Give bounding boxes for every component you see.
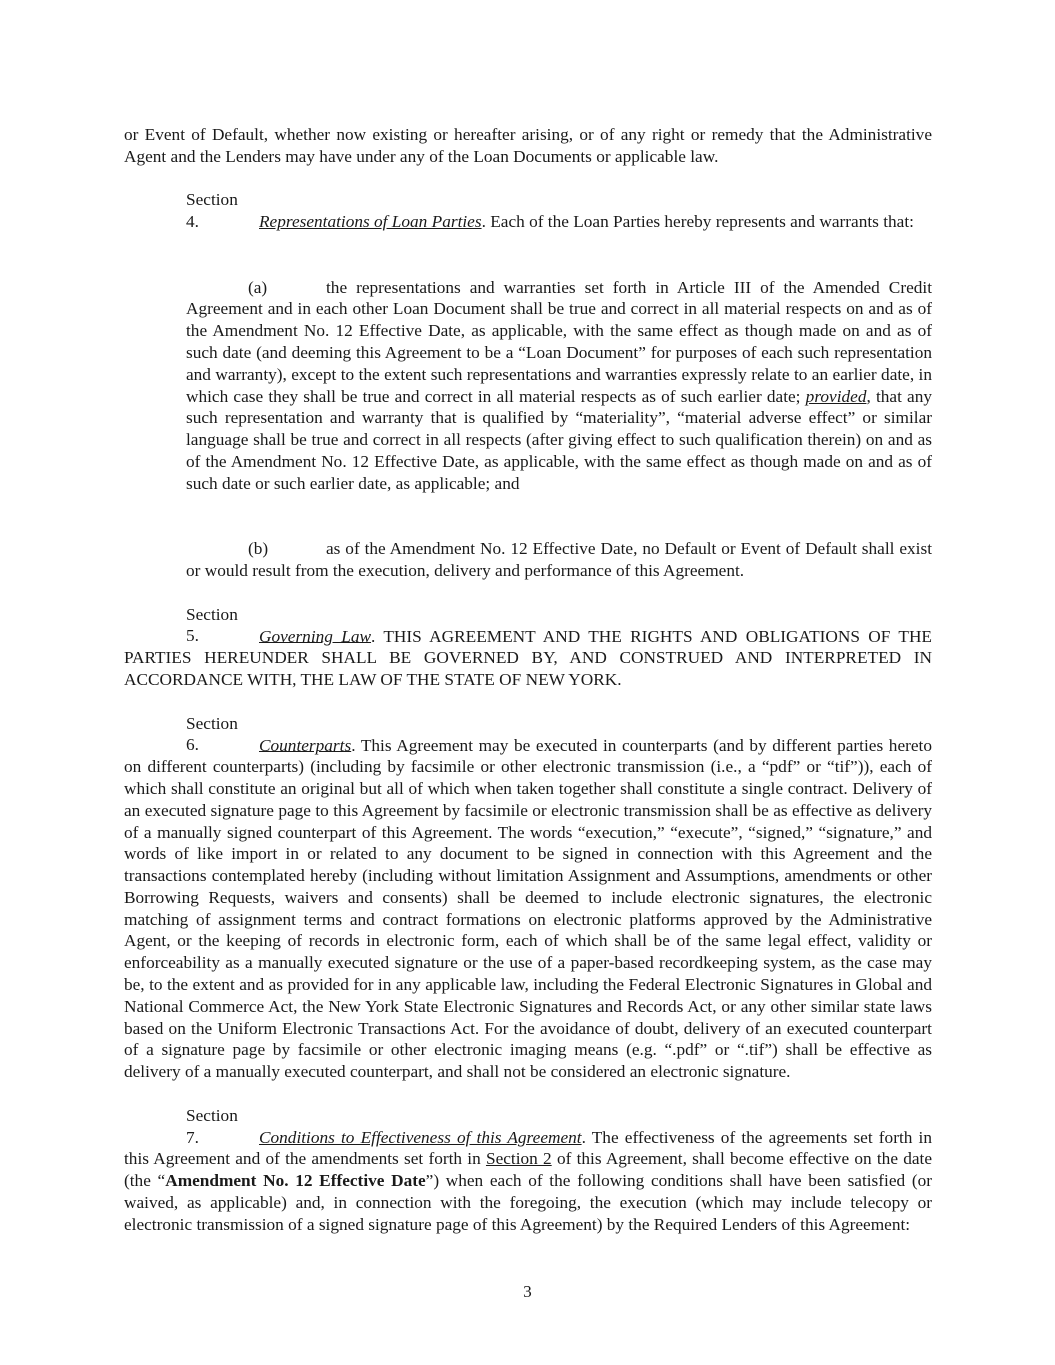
section-4-intro: Each of the Loan Parties hereby represents and warrants that: <box>490 212 914 232</box>
section-7-label: Section 7. <box>186 1105 238 1147</box>
carryover-paragraph: or Event of Default, whether now existing or hereafter arising, or of any right or remedy that the Administrative Agent and the Lenders may have under any of the Loan Documents or applicable law. <box>124 125 932 166</box>
section-5-title: Governing Law <box>259 626 372 646</box>
section-6-body: This Agreement may be executed in counterparts (and by different parties hereto on different counterparts) (including by facsimile or other electronic transmission (i.e., a “pdf” or “tif”)), each of which shall constitute an original but all of which when taken together shall constitute a single contract. Delivery of an executed signature page to this Agreement by facsimile or electronic transmission shall be as effective as delivery of a manually signed counterpart of this Agreement. The words “execution,” “execute”, “signed,” “signature,” and words of like import in or related to any document to be signed in connection with this Agreement and the transactions contemplated hereby (including without limitation Assignment and Assumptions, amendments or other Borrowing Requests, waivers and consents) shall be deemed to include electronic signatures, the electronic matching of assignment terms and contract formations on electronic platforms approved by the Administrative Agent, or the keeping of records in electronic form, each of which shall be of the same legal effect, validity or enforceability as a manually executed signature or the use of a paper-based recordkeeping system, as the case may be, to the extent and as provided for in any applicable law, including the Federal Electronic Signatures in Global and National Commerce Act, the New York State Electronic Signatures and Records Act, or any other similar state laws based on the Uniform Electronic Transactions Act. For the avoidance of doubt, delivery of an executed counterpart of a signature page by facsimile or other electronic imaging means (e.g. “.pdf” or “.tif”) shall be effective as delivery of a manually executed counterpart, and shall not be considered an electronic signature. <box>124 735 932 1082</box>
defined-term: Amendment No. 12 Effective Date <box>165 1171 426 1191</box>
section-6-paragraph: Section 6. Counterparts. This Agreement may be executed in counterparts (and by different parties hereto on different counterparts) (including by facsimile or other electronic transmission (i.e., a “pdf” or “tif”)), each of which shall constitute an original but all of which when taken together shall constitute a single contract. Delivery of an executed signature page to this Agreement by facsimile or electronic transmission shall be as effective as delivery of a manually signed counterpart of this Agreement. The words “execution,” “execute”, “signed,” “signature,” and words of like import in or related to any document to be signed in connection with this Agreement and the transactions contemplated hereby (including without limitation Assignment and Assumptions, amendments or other Borrowing Requests, waivers and consents) shall be deemed to include electronic signatures, the electronic matching of assignment terms and contract formations on electronic platforms approved by the Administrative Agent, or the keeping of records in electronic form, each of which shall be of the same legal effect, validity or enforceability as a manually executed signature or the use of a paper-based recordkeeping system, as the case may be, to the extent and as provided for in any applicable law, including the Federal Electronic Signatures in Global and National Commerce Act, the New York State Electronic Signatures and Records Act, or any other similar state laws based on the Uniform Electronic Transactions Act. For the avoidance of doubt, delivery of an executed counterpart of a signature page by facsimile or other electronic imaging means (e.g. “.pdf” or “.tif”) shall be effective as delivery of a manually executed counterpart, and shall not be considered an electronic signature. <box>124 713 932 1082</box>
clause-a-paragraph <box>186 277 932 495</box>
clause-b-text: as of the Amendment No. 12 Effective Date, no Default or Event of Default shall exist or would result from the execution, delivery and performance of this Agreement. <box>186 539 932 580</box>
section-4-paragraph: Section 4. Representations of Loan Parties. Each of the Loan Parties hereby represents and warrants that: <box>186 190 914 232</box>
section-7-paragraph: Section 7. Conditions to Effectiveness of this Agreement. The effectiveness of the agreements set forth in this Agreement and of the amendments set forth in Section 2 of this Agreement, shall become effective on the date (the “Amendment No. 12 Effective Date”) when each of the following conditions shall have been satisfied (or waived, as applicable) and, in connection with the foregoing, the execution (which may include telecopy or electronic transmission of a signed signature page of this Agreement) by the Required Lenders of this Agreement: <box>124 1105 933 1234</box>
clause-a-proviso: provided <box>805 386 867 406</box>
section-7-title: Conditions to Effectiveness of this Agreement <box>259 1127 582 1147</box>
section-4-title: Representations of Loan Parties <box>259 212 482 232</box>
section-5-label: Section 5. <box>186 604 238 646</box>
clause-b-paragraph <box>186 538 932 582</box>
document-page <box>124 124 932 1236</box>
section-5-body: THIS AGREEMENT AND THE RIGHTS AND OBLIGATIONS OF THE PARTIES HEREUNDER SHALL BE GOVERNED BY, AND CONSTRUED AND INTERPRETED IN ACCORDANCE WITH, THE LAW OF THE STATE OF NEW YORK. <box>124 626 932 689</box>
clause-a-text1: the representations and warranties set forth in Article III of the Amended Credit Agreement and in each other Loan Document shall be true and correct in all material respects on and as of the Amendment No. 12 Effective Date, as applicable, with the same effect as though made on and as of such date (and deeming this Agreement to be a “Loan Document” for purposes of each such representation and warranty), except to the extent such representations and warranties expressly relate to an earlier date, in which case they shall be true and correct in all material respects as of such earlier date; <box>186 277 932 406</box>
section-7-body2: of this Agreement, shall become effective on the date (the “ <box>124 1149 933 1191</box>
section-5-paragraph: Section 5. Governing Law. THIS AGREEMENT AND THE RIGHTS AND OBLIGATIONS OF THE PARTIES HEREUNDER SHALL BE GOVERNED BY, AND CONSTRUED AND INTERPRETED IN ACCORDANCE WITH, THE LAW OF THE STATE OF NEW YORK. <box>124 604 932 689</box>
clause-a-text2: , that any such representation and warranty that is qualified by “materiality”, “material adverse effect” or similar language shall be true and correct in all respects (after giving effect to such qualification therein) on and as of the Amendment No. 12 Effective Date, as applicable, with the same effect as though made on and as of such date or such earlier date, as applicable; and <box>186 386 933 493</box>
page-number: 3 <box>523 1282 532 1301</box>
section-6-label: Section 6. <box>186 713 238 755</box>
section-6-title: Counterparts <box>259 735 352 755</box>
section-2-reference: Section 2 <box>485 1149 552 1169</box>
section-7-body3: ”) when each of the following conditions shall have been satisfied (or waived, as applicable) and, in connection with the foregoing, the execution (which may include telecopy or electronic transmission of a signed signature page of this Agreement) by the Required Lenders of this Agreement: <box>124 1171 932 1234</box>
section-4-label: Section 4. <box>186 190 238 232</box>
clause-b-label: (b) <box>248 539 269 559</box>
section-7-body1: The effectiveness of the agreements set forth in this Agreement and of the amendments set forth in <box>124 1127 932 1169</box>
clause-a-label: (a) <box>248 277 268 297</box>
